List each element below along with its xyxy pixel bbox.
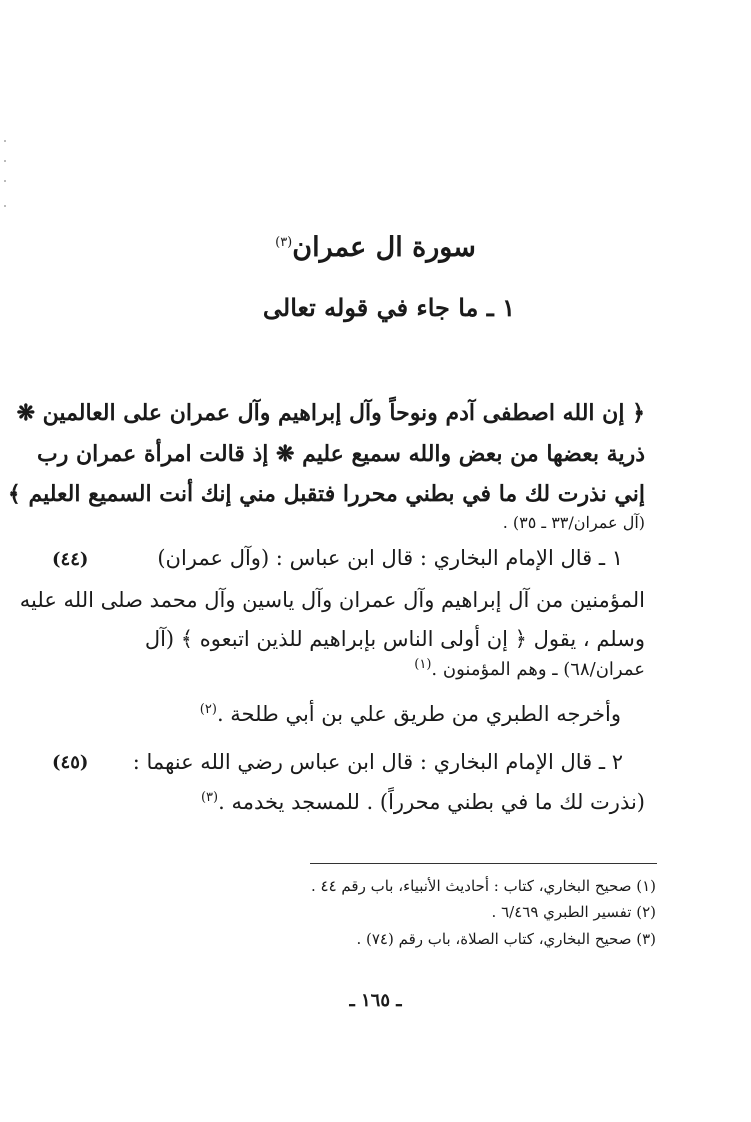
entry-line bbox=[200, 702, 621, 726]
footnote-divider bbox=[310, 863, 657, 864]
scan-speck bbox=[4, 160, 6, 162]
entry-line-text: (نذرت لك ما في بطني محرراً) . للمسجد يخدمه . bbox=[218, 790, 645, 814]
scan-speck bbox=[4, 180, 6, 182]
surah-title-note: (٣) bbox=[275, 235, 293, 250]
entry-line bbox=[201, 790, 645, 814]
verse-line: إني نذرت لك ما في بطني محررا فتقبل مني إنك أنت السميع العليم ﴾ bbox=[7, 481, 645, 507]
footnote-ref: (١) bbox=[414, 657, 432, 672]
verse-reference: (آل عمران/٣٣ ـ ٣٥) . bbox=[502, 513, 645, 532]
footnote-ref: (٣) bbox=[200, 790, 219, 805]
scan-speck bbox=[4, 205, 6, 207]
verse-line: ذرية بعضها من بعض والله سميع عليم ❋ إذ قالت امرأة عمران رب bbox=[37, 441, 645, 467]
hadith-number: (٤٤) bbox=[52, 549, 89, 570]
entry-line: ١ ـ قال الإمام البخاري : قال ابن عباس : (وآل عمران) bbox=[157, 546, 623, 570]
footnote-ref: (٢) bbox=[199, 702, 217, 717]
scan-speck bbox=[4, 140, 6, 142]
entry-line: ٢ ـ قال الإمام البخاري : قال ابن عباس رضي الله عنهما : bbox=[132, 750, 623, 774]
verse-line: ﴿ إن الله اصطفى آدم ونوحاً وآل إبراهيم وآل عمران على العالمين ❋ bbox=[16, 400, 645, 426]
section-title: ١ ـ ما جاء في قوله تعالى bbox=[262, 293, 515, 322]
entry-line-text: وأخرجه الطبري من طريق علي بن أبي طلحة . bbox=[216, 702, 621, 726]
footnote: (٢) تفسير الطبري ٦/٤٦٩ . bbox=[491, 903, 656, 921]
entry-line: وسلم ، يقول ﴿ إن أولى الناس بإبراهيم للذين اتبعوه ﴾ (آل bbox=[144, 627, 645, 651]
hadith-number: (٤٥) bbox=[52, 752, 89, 773]
page-number: ـ ١٦٥ ـ bbox=[349, 990, 402, 1011]
footnote: (٣) صحيح البخاري، كتاب الصلاة، باب رقم (٧٤) . bbox=[356, 930, 656, 948]
entry-line: المؤمنين من آل إبراهيم وآل عمران وآل ياسين وآل محمد صلى الله عليه bbox=[19, 588, 645, 612]
surah-title-text: سورة ال عمران bbox=[292, 232, 476, 263]
entry-line bbox=[414, 657, 645, 680]
surah-title bbox=[0, 232, 751, 263]
footnote: (١) صحيح البخاري، كتاب : أحاديث الأنبياء، باب رقم ٤٤ . bbox=[310, 877, 656, 895]
entry-line-text: عمران/٦٨) ـ وهم المؤمنون . bbox=[431, 659, 645, 680]
